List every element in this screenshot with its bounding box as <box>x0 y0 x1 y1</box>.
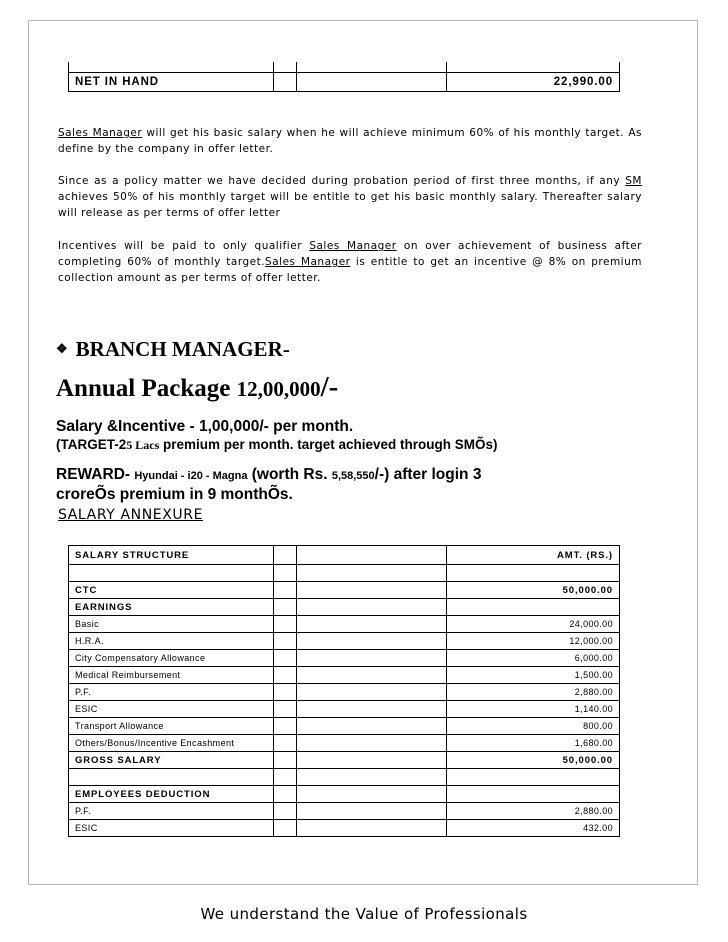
salary-structure-table <box>68 545 620 837</box>
row-label: City Compensatory Allowance <box>69 650 274 667</box>
net-in-hand-value: 22,990.00 <box>447 73 620 92</box>
table-row <box>69 546 620 565</box>
row-value: 24,000.00 <box>447 616 620 633</box>
salary-incentive-line: Salary &Incentive - 1,00,000/- per month. <box>56 418 354 435</box>
row-label: P.F. <box>69 684 274 701</box>
target-line: (TARGET-25 Lacs premium per month. target achieved through SMÕs) <box>56 437 498 452</box>
table-row <box>69 633 620 650</box>
footer-tagline: We understand the Value of Professionals <box>200 905 528 923</box>
diamond-bullet-icon: ❖ <box>56 341 68 356</box>
row-value: 12,000.00 <box>447 633 620 650</box>
table-row <box>69 718 620 735</box>
header-amount: AMT. (RS.) <box>447 546 620 565</box>
row-value: 1,500.00 <box>447 667 620 684</box>
table-row <box>69 820 620 837</box>
table-row <box>69 599 620 616</box>
table-row <box>69 803 620 820</box>
table-row <box>69 565 620 582</box>
branch-manager-heading: ❖ BRANCH MANAGER- <box>56 337 290 361</box>
table-row <box>69 650 620 667</box>
paragraph-probation: Since as a policy matter we have decided during probation period of first three months, if any SM achieves 50% of his monthly target will be entitle to get his basic monthly salary. Thereafter salary will release as per terms of offer letter <box>58 175 642 219</box>
role-sales-manager: Sales Manager <box>58 127 143 139</box>
row-value: 1,680.00 <box>447 735 620 752</box>
row-value: 6,000.00 <box>447 650 620 667</box>
reward-line: REWARD- Hyundai - i20 - Magna (worth Rs. 5,58,550/-) after login 3 <box>56 466 482 483</box>
ctc-value: 50,000.00 <box>447 582 620 599</box>
earnings-label: EARNINGS <box>69 599 274 616</box>
table-row <box>69 701 620 718</box>
table-row <box>69 735 620 752</box>
table-row <box>69 667 620 684</box>
row-value: 800.00 <box>447 718 620 735</box>
employees-deduction-label: EMPLOYEES DEDUCTION <box>69 786 274 803</box>
row-value: 2,880.00 <box>447 803 620 820</box>
ctc-label: CTC <box>69 582 274 599</box>
gross-salary-label: GROSS SALARY <box>69 752 274 769</box>
table-row <box>69 786 620 803</box>
paragraph-incentives: Incentives will be paid to only qualifier Sales Manager on over achievement of business after completing 60% of monthly target.Sales Manager is entitle to get an incentive @ 8% on premium collection amount as per terms of offer letter. <box>58 240 642 284</box>
table-row <box>69 684 620 701</box>
gross-salary-value: 50,000.00 <box>447 752 620 769</box>
role-sales-manager: Sales Manager <box>265 256 351 268</box>
header-salary-structure: SALARY STRUCTURE <box>69 546 274 565</box>
row-label: Medical Reimbursement <box>69 667 274 684</box>
table-row <box>69 62 620 73</box>
row-value: 432.00 <box>447 820 620 837</box>
row-label: H.R.A. <box>69 633 274 650</box>
net-in-hand-label: NET IN HAND <box>69 73 274 92</box>
net-in-hand-table <box>68 62 620 92</box>
row-label: ESIC <box>69 701 274 718</box>
row-label: Transport Allowance <box>69 718 274 735</box>
row-label: Basic <box>69 616 274 633</box>
table-row <box>69 73 620 92</box>
annual-package: Annual Package 12,00,000/- <box>56 371 339 403</box>
table-row <box>69 616 620 633</box>
table-row <box>69 769 620 786</box>
row-label: P.F. <box>69 803 274 820</box>
paragraph-basic-salary: Sales Manager will get his basic salary when he will achieve minimum 60% of his monthly target. As define by the company in offer letter. <box>58 127 642 155</box>
role-sales-manager: Sales Manager <box>309 240 397 252</box>
salary-annexure-title: SALARY ANNEXURE <box>58 507 204 523</box>
reward-line-2: croreÕs premium in 9 monthÕs. <box>56 486 293 503</box>
abbr-sm: SM <box>625 175 642 187</box>
row-label: Others/Bonus/Incentive Encashment <box>69 735 274 752</box>
table-row <box>69 752 620 769</box>
row-label: ESIC <box>69 820 274 837</box>
row-value: 1,140.00 <box>447 701 620 718</box>
table-row <box>69 582 620 599</box>
row-value: 2,880.00 <box>447 684 620 701</box>
